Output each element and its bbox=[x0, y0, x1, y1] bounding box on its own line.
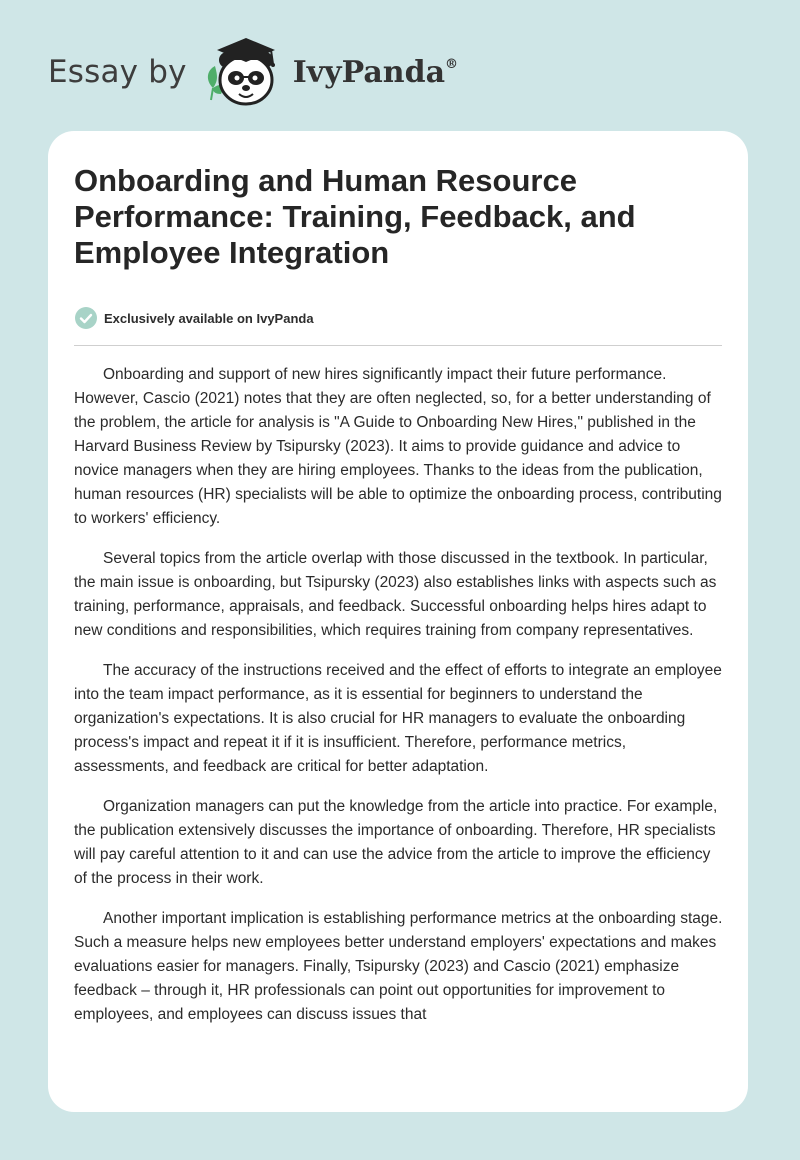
article-card bbox=[48, 131, 748, 1112]
brand-name: IvyPanda® bbox=[292, 54, 459, 90]
article-title: Onboarding and Human Resource Performance: Training, Feedback, and Employee Integration bbox=[74, 163, 636, 270]
article-body bbox=[74, 363, 724, 1043]
brand-prefix: Essay by bbox=[48, 54, 187, 90]
registered-mark: ® bbox=[445, 56, 459, 72]
paragraph: The accuracy of the instructions received and the effect of efforts to integrate an employee into the team impact performance, as it is essential for beginners to understand the organization's expectations. It is also crucial for HR managers to evaluate the onboarding process's impact and repeat it if it is insufficient. Therefore, performance metrics, assessments, and feedback are critical for better adaptation. bbox=[74, 662, 722, 775]
divider bbox=[74, 345, 722, 346]
paragraph: Onboarding and support of new hires significantly impact their future performance. However, Cascio (2021) notes that they are often neglected, so, for a better understanding of the problem, the article for analysis is "A Guide to Onboarding New Hires," published in the Harvard Business Review by Tsipursky (2023). It aims to provide guidance and advice to novice managers when they are hiring employees. Thanks to the ideas from the publication, human resources (HR) specialists will be able to optimize the onboarding process, contributing to workers' efficiency. bbox=[74, 366, 722, 527]
badge-text: Exclusively available on IvyPanda bbox=[104, 310, 314, 326]
paragraph: Organization managers can put the knowledge from the article into practice. For example, the publication extensively discusses the importance of onboarding. Therefore, HR specialists will pay careful attention to it and can use the advice from the article to improve the efficiency of the process in their work. bbox=[74, 798, 718, 887]
exclusive-badge bbox=[74, 306, 314, 330]
paragraph: Another important implication is establishing performance metrics at the onboarding stage. Such a measure helps new employees better understand employers' expectations and makes evaluations easier for managers. Finally, Tsipursky (2023) and Cascio (2021) emphasize feedback – through it, HR professionals can point out opportunities for improvement to employees, and employees can discuss issues that bbox=[74, 910, 723, 1023]
panda-graduate-icon bbox=[199, 30, 289, 114]
brand-header[interactable] bbox=[48, 30, 508, 114]
paragraph: Several topics from the article overlap with those discussed in the textbook. In particular, the main issue is onboarding, but Tsipursky (2023) also establishes links with aspects such as training, performance, appraisals, and feedback. Successful onboarding helps hires adapt to new conditions and responsibilities, which requires training from company representatives. bbox=[74, 550, 717, 639]
check-circle-icon bbox=[74, 306, 98, 330]
